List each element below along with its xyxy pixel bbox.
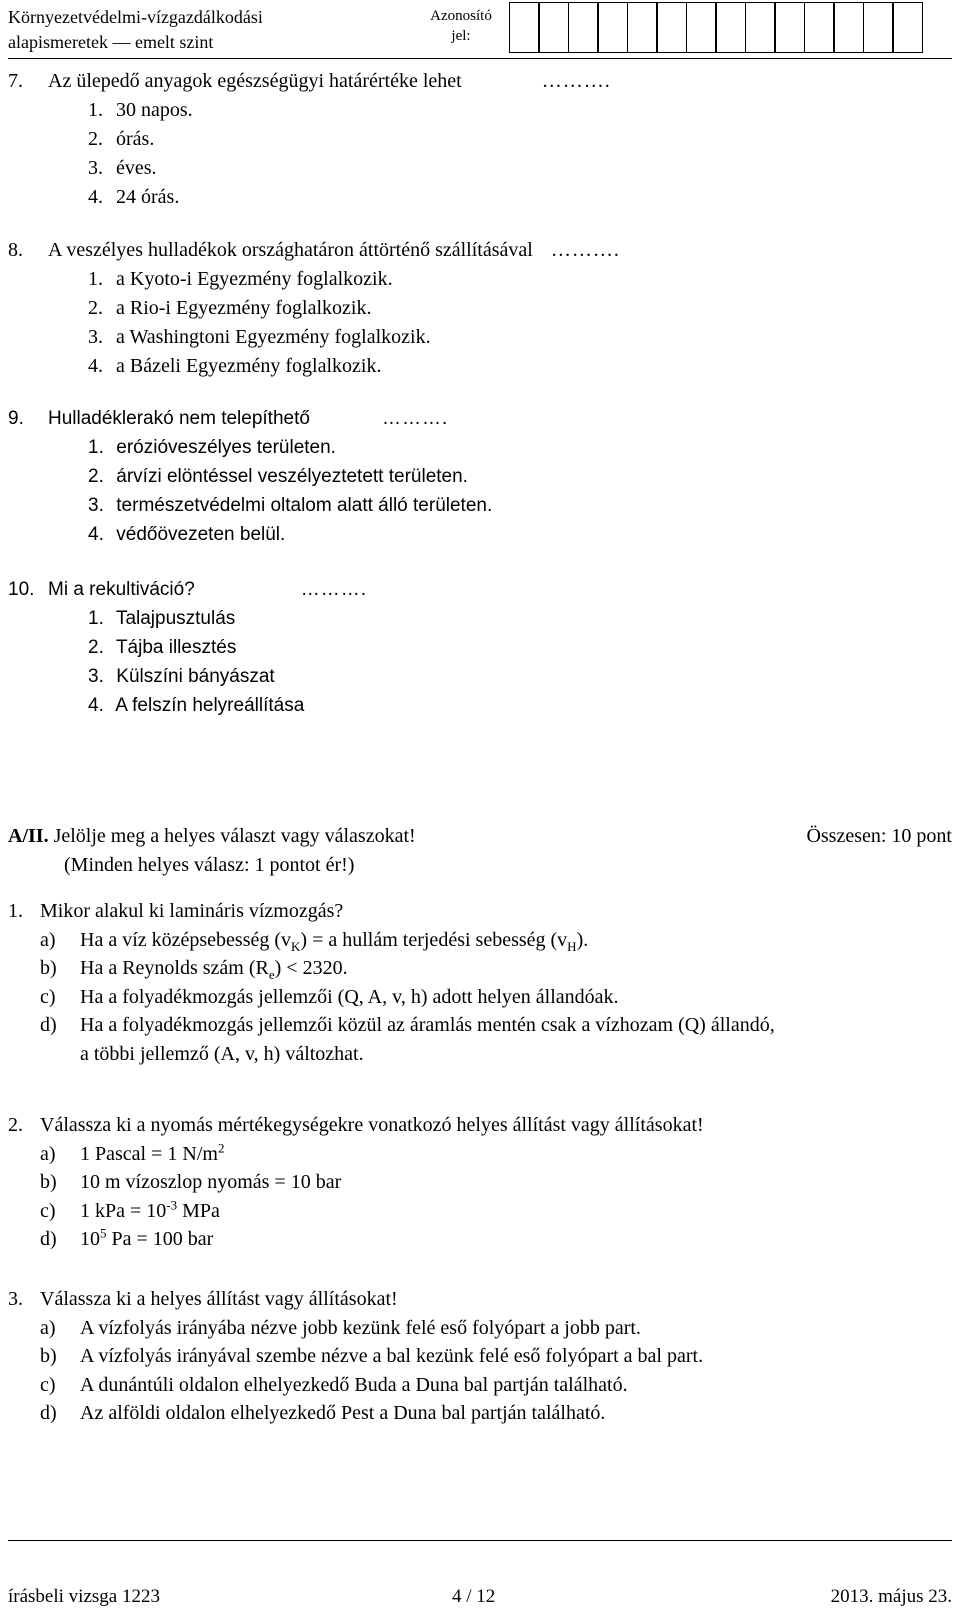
id-box[interactable] — [863, 2, 894, 53]
option-b[interactable]: b) Ha a Reynolds szám $(R_e) < 2320$. — [40, 957, 348, 982]
id-label-line2: jel: — [451, 28, 471, 44]
option: 4. A felszín helyreállítása — [88, 695, 305, 716]
option-a[interactable]: a) 1 Pascal = 1 $N/m^2$ — [40, 1139, 225, 1165]
id-box[interactable] — [804, 2, 835, 53]
option: 2. Tájba illesztés — [88, 637, 237, 658]
question-number: 3. — [8, 1288, 23, 1310]
section-note: (Minden helyes válasz: 1 pontot ér!) — [64, 854, 355, 876]
question-number: 2. — [8, 1114, 23, 1136]
id-box[interactable] — [892, 2, 923, 53]
id-code-boxes[interactable] — [510, 2, 923, 53]
option-c[interactable]: c) 1 kPa = $10^{-3}$ MPa — [40, 1196, 220, 1222]
option: 4. védőövezeten belül. — [88, 524, 286, 545]
option: 3. a Washingtoni Egyezmény foglalkozik. — [88, 326, 431, 348]
question-text: Válassza ki a helyes állítást vagy állításokat! — [40, 1288, 398, 1310]
option: 1. 30 napos. — [88, 99, 193, 121]
option: 3. természetvédelmi oltalom alatt álló területen. — [88, 495, 493, 516]
answer-blank[interactable]: ………. — [300, 579, 368, 600]
option: 2. órás. — [88, 128, 155, 150]
option: 4. 24 órás. — [88, 186, 180, 208]
option-c[interactable]: c) Ha a folyadékmozgás jellemzői (Q, A, v, h) adott helyen állandóak. — [40, 985, 619, 1008]
id-label — [421, 6, 501, 46]
id-box[interactable] — [538, 2, 569, 53]
question-text: Mikor alakul ki lamináris vízmozgás? — [40, 900, 344, 922]
option: 3. éves. — [88, 157, 157, 179]
question-8 — [8, 236, 620, 381]
id-box[interactable] — [568, 2, 599, 53]
id-box[interactable] — [745, 2, 776, 53]
footer-date: 2013. május 23. — [830, 1586, 952, 1607]
question-text: Válassza ki a nyomás mértékegységekre vonatkozó helyes állítást vagy állításokat! — [40, 1114, 704, 1136]
section-total-points: Összesen: 10 pont — [806, 825, 952, 847]
section-instruction: Jelölje meg a helyes választ vagy válaszokat! — [53, 825, 416, 847]
question-text: A veszélyes hulladékok országhatáron áttörténő szállításával — [48, 239, 533, 261]
id-box[interactable] — [509, 2, 540, 53]
question-text: Hulladéklerakó nem telepíthető — [48, 408, 310, 429]
id-label-line1: Azonosító — [430, 8, 492, 24]
option-a[interactable]: a) A vízfolyás irányába nézve jobb kezünk felé eső folyópart a jobb part. — [40, 1316, 641, 1339]
id-box[interactable] — [686, 2, 717, 53]
option-d-continuation: a többi jellemző (A, v, h) változhat. — [80, 1042, 364, 1065]
question-9 — [8, 404, 492, 549]
question-number: 8. — [8, 239, 23, 261]
question-text: Az ülepedő anyagok egészségügyi határértéke lehet — [48, 70, 462, 92]
answer-blank[interactable]: ………. — [381, 408, 449, 429]
question-number: 9. — [8, 408, 24, 429]
answer-blank[interactable]: ………. — [541, 70, 611, 92]
id-box[interactable] — [656, 2, 687, 53]
footer-divider — [8, 1540, 952, 1541]
mc-question-2 — [8, 1111, 952, 1254]
question-text: Mi a rekultiváció? — [48, 579, 195, 600]
option: 1. erózióveszélyes területen. — [88, 437, 336, 458]
header-title-line1: Környezetvédelmi-vízgazdálkodási — [8, 7, 263, 27]
option-b[interactable]: b) 10 m vízoszlop nyomás = 10 bar — [40, 1171, 342, 1193]
option: 1. a Kyoto-i Egyezmény foglalkozik. — [88, 268, 393, 290]
option-a[interactable]: a) Ha a víz középsebesség $(v_K) = a$ hullám terjedési sebesség $(v_H)$. — [40, 928, 589, 954]
option-c[interactable]: c) A dunántúli oldalon elhelyezkedő Buda a Duna bal partján található. — [40, 1373, 628, 1396]
mc-question-1 — [8, 897, 952, 1068]
id-box[interactable] — [774, 2, 805, 53]
mc-question-3 — [8, 1285, 952, 1428]
option: 3. Külszíni bányászat — [88, 666, 275, 687]
option-d[interactable]: d) $10^5$ Pa = 100 bar — [40, 1225, 214, 1250]
answer-blank[interactable]: ………. — [550, 239, 620, 261]
id-box[interactable] — [715, 2, 746, 53]
header-title-line2: alapismeretek — emelt szint — [8, 32, 214, 52]
option: 4. a Bázeli Egyezmény foglalkozik. — [88, 355, 382, 377]
section-code: A/II. — [8, 825, 49, 847]
page-number: 4 / 12 — [452, 1586, 496, 1607]
id-box[interactable] — [627, 2, 658, 53]
question-number: 1. — [8, 900, 23, 922]
question-10 — [8, 575, 367, 720]
option: 1. Talajpusztulás — [88, 608, 236, 629]
section-header — [8, 822, 952, 880]
id-box[interactable] — [597, 2, 628, 53]
header-title — [8, 5, 263, 55]
option-b[interactable]: b) A vízfolyás irányával szembe nézve a bal kezünk felé eső folyópart a bal part. — [40, 1345, 704, 1367]
question-7 — [8, 67, 611, 212]
option: 2. a Rio-i Egyezmény foglalkozik. — [88, 297, 372, 319]
footer-exam-id: írásbeli vizsga 1223 — [8, 1586, 160, 1607]
option-d[interactable]: d) Az alföldi oldalon elhelyezkedő Pest a Duna bal partján található. — [40, 1402, 606, 1424]
id-box[interactable] — [833, 2, 864, 53]
option: 2. árvízi elöntéssel veszélyeztetett területen. — [88, 466, 468, 487]
header-divider — [8, 58, 952, 59]
question-number: 10. — [8, 579, 35, 600]
question-number: 7. — [8, 70, 23, 92]
option-d[interactable]: d) Ha a folyadékmozgás jellemzői közül az áramlás mentén csak a vízhozam (Q) állandó, — [40, 1014, 775, 1036]
